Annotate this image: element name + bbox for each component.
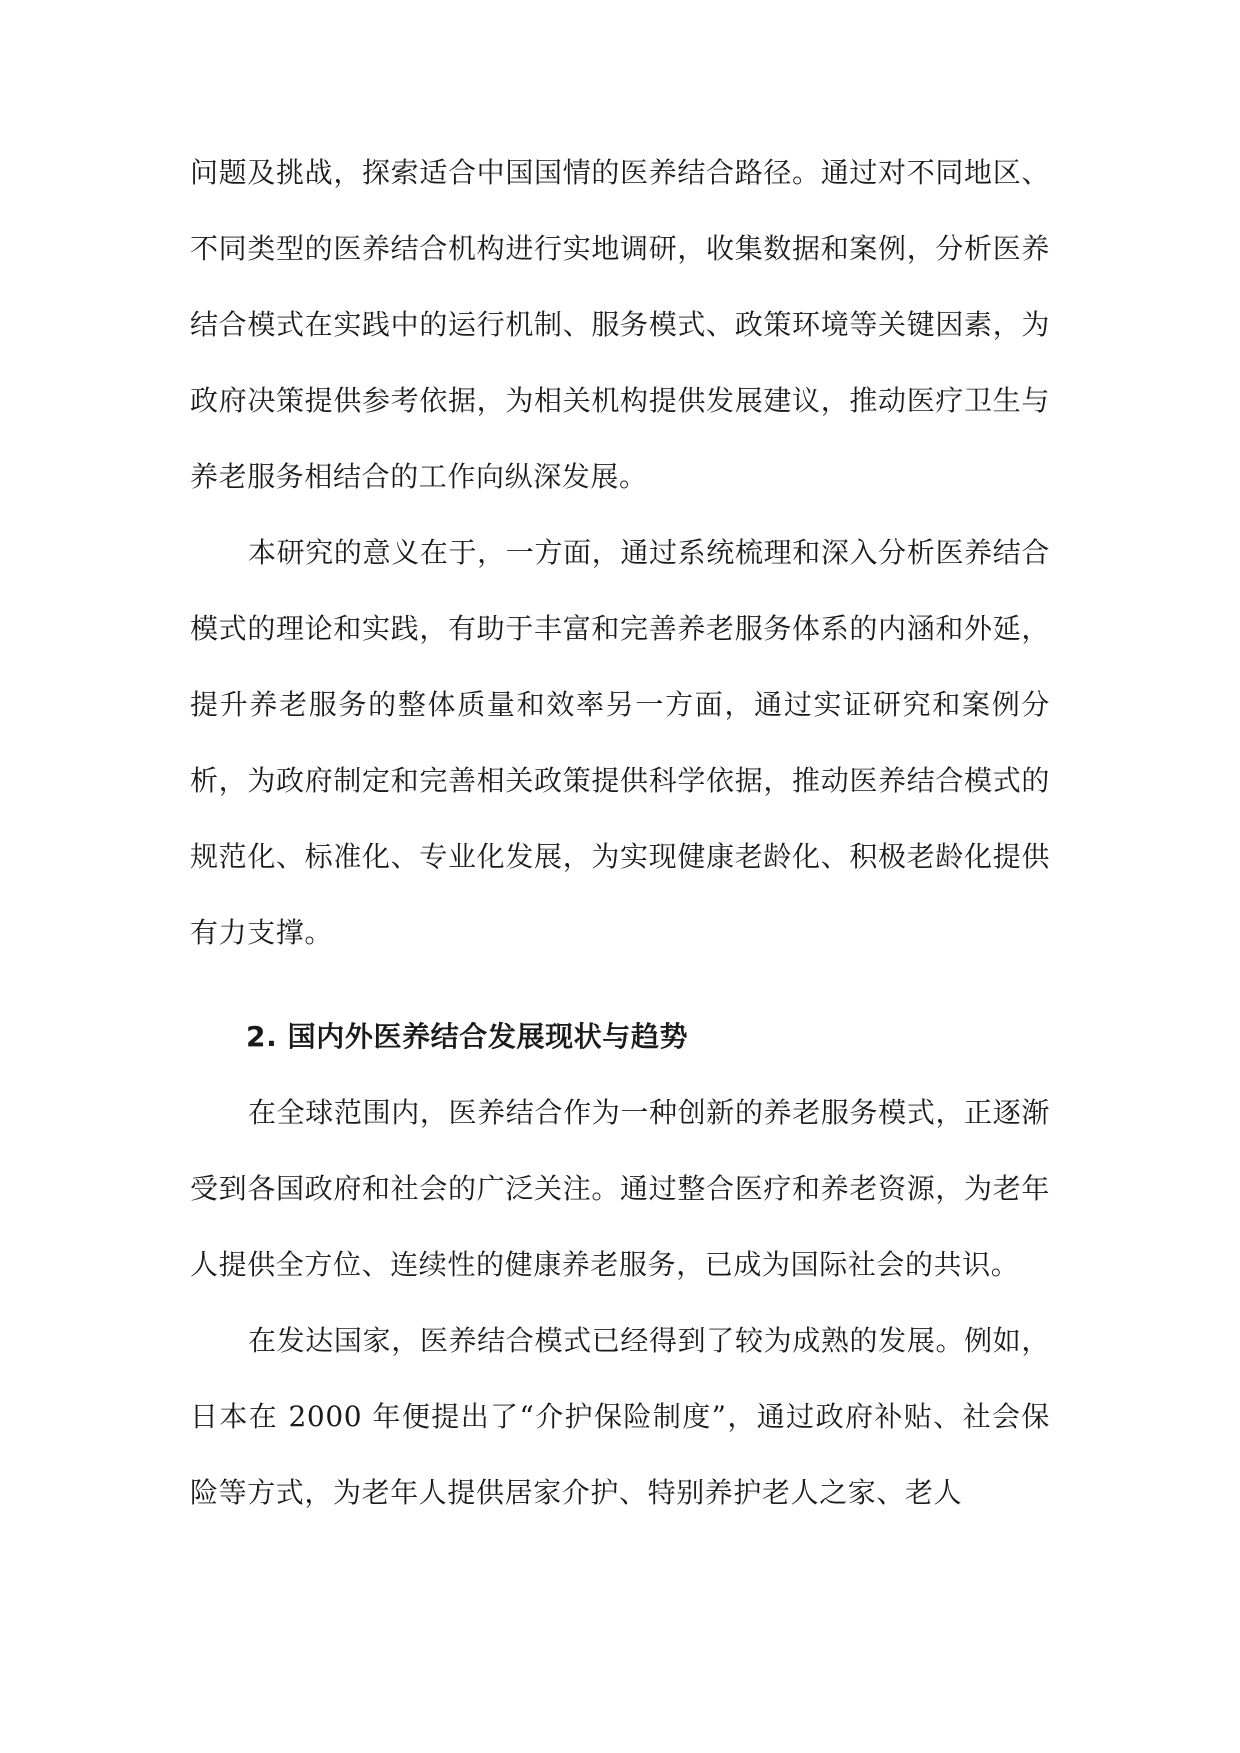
paragraph-continuation: 问题及挑战，探索适合中国国情的医养结合路径。通过对不同地区、不同类型的医养结合机构进行实地调研，收集数据和案例，分析医养结合模式在实践中的运行机制、服务模式、政策环境等关键因素，为政府决策提供参考依据，为相关机构提供发展建议，推动医疗卫生与养老服务相结合的工作向纵深发展。 xyxy=(190,156,1050,493)
paragraph-global-overview: 在全球范围内，医养结合作为一种创新的养老服务模式，正逐渐受到各国政府和社会的广泛关注。通过整合医疗和养老资源，为老年人提供全方位、连续性的健康养老服务，已成为国际社会的共识。 xyxy=(190,1096,1050,1281)
document-page xyxy=(190,135,1050,1531)
paragraph-developed-countries: 在发达国家，医养结合模式已经得到了较为成熟的发展。例如，日本在 2000 年便提出了“介护保险制度”，通过政府补贴、社会保险等方式，为老年人提供居家介护、特别养护老人之家、老人 xyxy=(190,1324,1050,1509)
section-heading: 2. 国内外医养结合发展现状与趋势 xyxy=(246,1020,689,1053)
paragraph-research-significance: 本研究的意义在于，一方面，通过系统梳理和深入分析医养结合模式的理论和实践，有助于丰富和完善养老服务体系的内涵和外延，提升养老服务的整体质量和效率另一方面，通过实证研究和案例分析，为政府制定和完善相关政策提供科学依据，推动医养结合模式的规范化、标准化、专业化发展，为实现健康老龄化、积极老龄化提供有力支撑。 xyxy=(190,536,1050,949)
